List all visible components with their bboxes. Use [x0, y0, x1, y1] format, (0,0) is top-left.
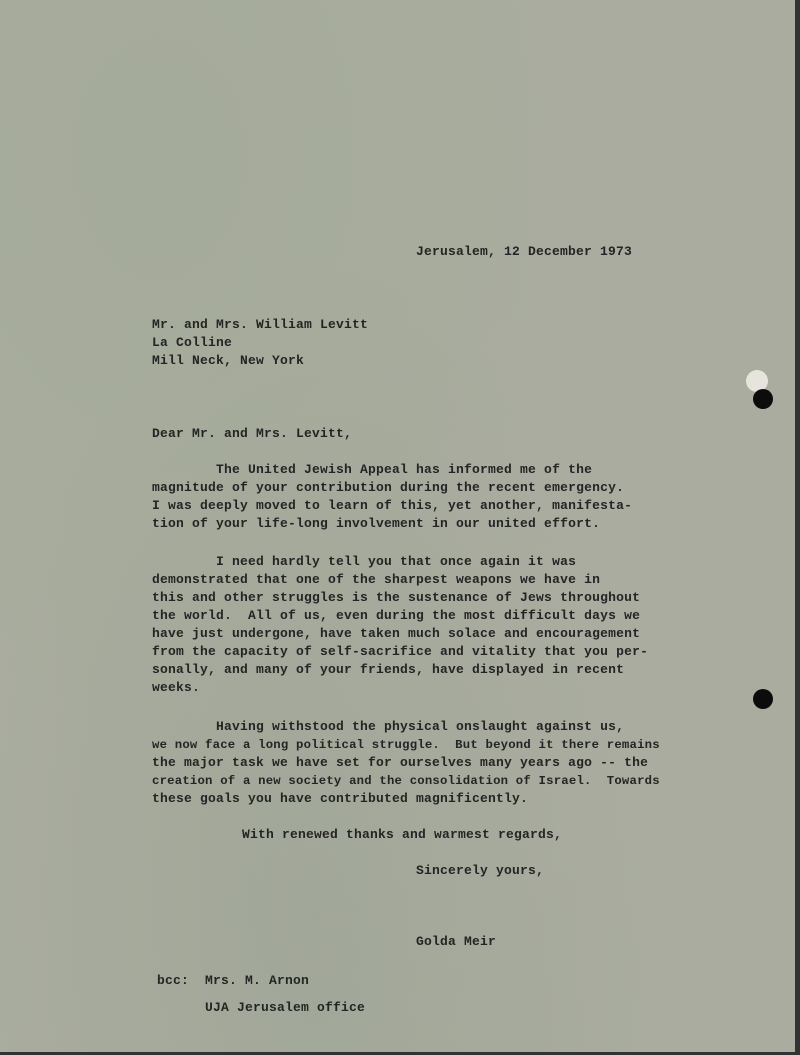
paragraph-line: tion of your life-long involvement in our united effort. [152, 516, 601, 531]
punch-hole-bottom [753, 689, 773, 709]
paragraph-line: this and other struggles is the sustenance of Jews throughout [152, 590, 641, 605]
bcc-line-1: Mrs. M. Arnon [205, 973, 310, 988]
paragraph-line: creation of a new society and the consolidation of Israel. Towards [152, 774, 660, 788]
paragraph-line: weeks. [152, 680, 201, 695]
paragraph-line: these goals you have contributed magnificently. [152, 791, 529, 806]
paragraph-line: I need hardly tell you that once again it was [152, 554, 577, 569]
paragraph-line: sonally, and many of your friends, have displayed in recent [152, 662, 625, 677]
salutation: Dear Mr. and Mrs. Levitt, [152, 426, 353, 441]
paragraph-line: the major task we have set for ourselves many years ago -- the [152, 755, 649, 770]
valediction: Sincerely yours, [416, 863, 545, 878]
recipient-name: Mr. and Mrs. William Levitt [152, 317, 369, 332]
punch-hole-top [753, 389, 773, 409]
recipient-address-2: Mill Neck, New York [152, 353, 305, 368]
bcc-line-2: UJA Jerusalem office [205, 1000, 366, 1015]
paragraph-line: have just undergone, have taken much solace and encouragement [152, 626, 641, 641]
paragraph-line: magnitude of your contribution during the recent emergency. [152, 480, 625, 495]
date-line: Jerusalem, 12 December 1973 [416, 244, 633, 259]
paragraph-line: The United Jewish Appeal has informed me of the [152, 462, 593, 477]
paragraph-line: I was deeply moved to learn of this, yet another, manifesta- [152, 498, 633, 513]
signature-name: Golda Meir [416, 934, 497, 949]
paragraph-line: demonstrated that one of the sharpest weapons we have in [152, 572, 601, 587]
paragraph-line: from the capacity of self-sacrifice and vitality that you per- [152, 644, 649, 659]
bcc-label: bcc: [157, 973, 190, 988]
closing-regards: With renewed thanks and warmest regards, [242, 827, 563, 842]
paragraph-line: we now face a long political struggle. But beyond it there remains [152, 738, 660, 752]
paragraph-line: the world. All of us, even during the most difficult days we [152, 608, 641, 623]
recipient-address-1: La Colline [152, 335, 233, 350]
paragraph-line: Having withstood the physical onslaught against us, [152, 719, 625, 734]
